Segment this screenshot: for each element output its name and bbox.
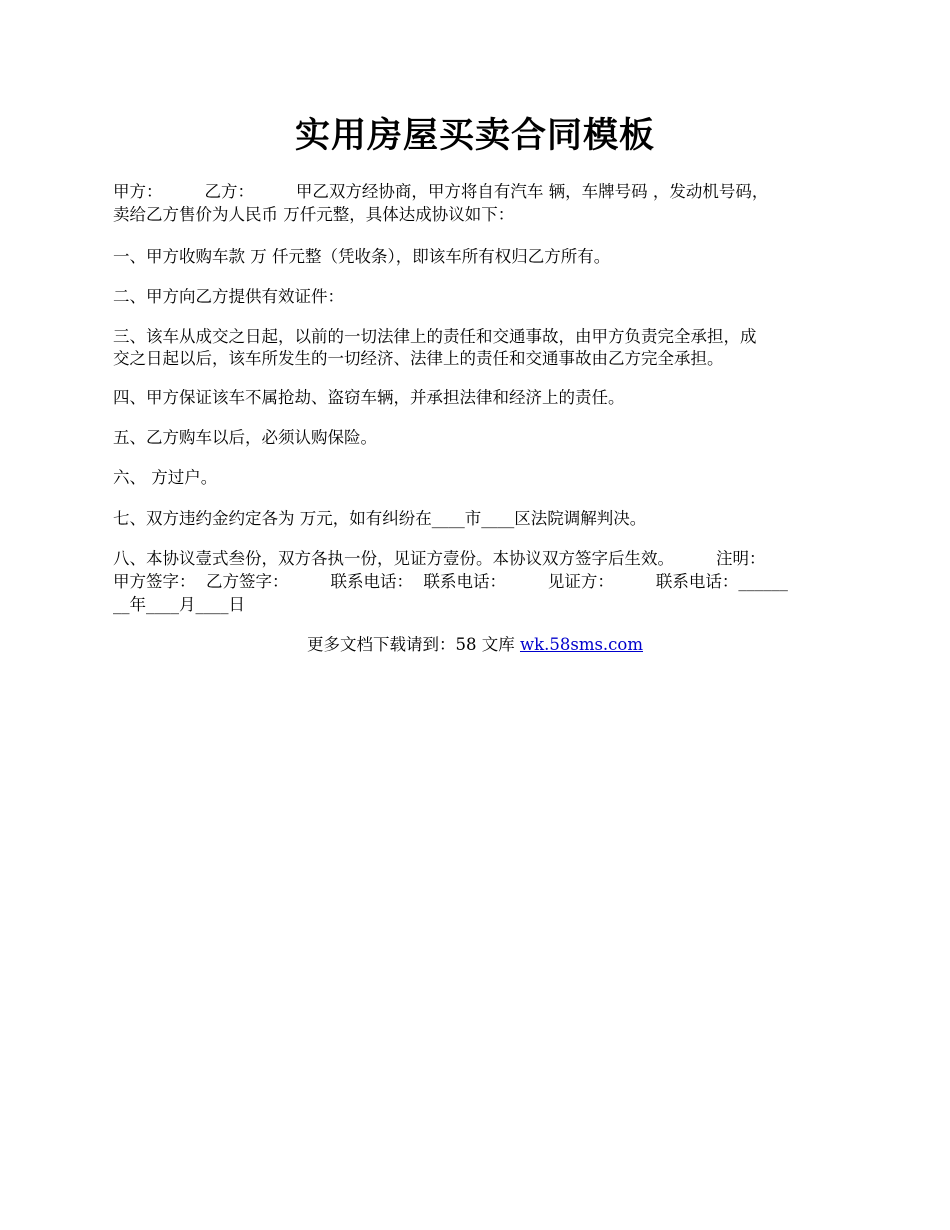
date-line: __年____月____日 xyxy=(113,595,245,614)
paragraph-intro-line-1: 甲方： 乙方： 甲乙双方经协商，甲方将自有汽车 辆，车牌号码 ，发动机号码， xyxy=(113,182,769,201)
footer-link[interactable]: wk.58sms.com xyxy=(519,635,643,654)
signature-line: 甲方签字： 乙方签字： 联系电话： 联系电话： 见证方： 联系电话：______ xyxy=(113,572,788,591)
clause-5: 五、乙方购车以后，必须认购保险。 xyxy=(113,428,377,447)
document-title: 实用房屋买卖合同模板 xyxy=(294,115,655,156)
footer-text: 更多文档下载请到：58 文库 xyxy=(306,635,520,654)
clause-6: 六、 方过户。 xyxy=(113,468,218,487)
footer xyxy=(0,634,950,656)
clause-3-line-2: 交之日起以后，该车所发生的一切经济、法律上的责任和交通事故由乙方完全承担。 xyxy=(113,349,724,368)
clause-4: 四、甲方保证该车不属抢劫、盗窃车辆，并承担法律和经济上的责任。 xyxy=(113,388,625,407)
clause-8-line-1: 八、本协议壹式叁份，双方各执一份，见证方壹份。本协议双方签字后生效。 注明： xyxy=(113,549,766,568)
clause-2: 二、甲方向乙方提供有效证件： xyxy=(113,287,344,306)
clause-3-line-1: 三、该车从成交之日起，以前的一切法律上的责任和交通事故，由甲方负责完全承担，成 xyxy=(113,327,757,346)
clause-1: 一、甲方收购车款 万 仟元整（凭收条），即该车所有权归乙方所有。 xyxy=(113,247,611,266)
paragraph-intro-line-2: 卖给乙方售价为人民币 万仟元整，具体达成协议如下： xyxy=(113,205,515,224)
clause-7: 七、双方违约金约定各为 万元，如有纠纷在____市____区法院调解判决。 xyxy=(113,509,647,528)
